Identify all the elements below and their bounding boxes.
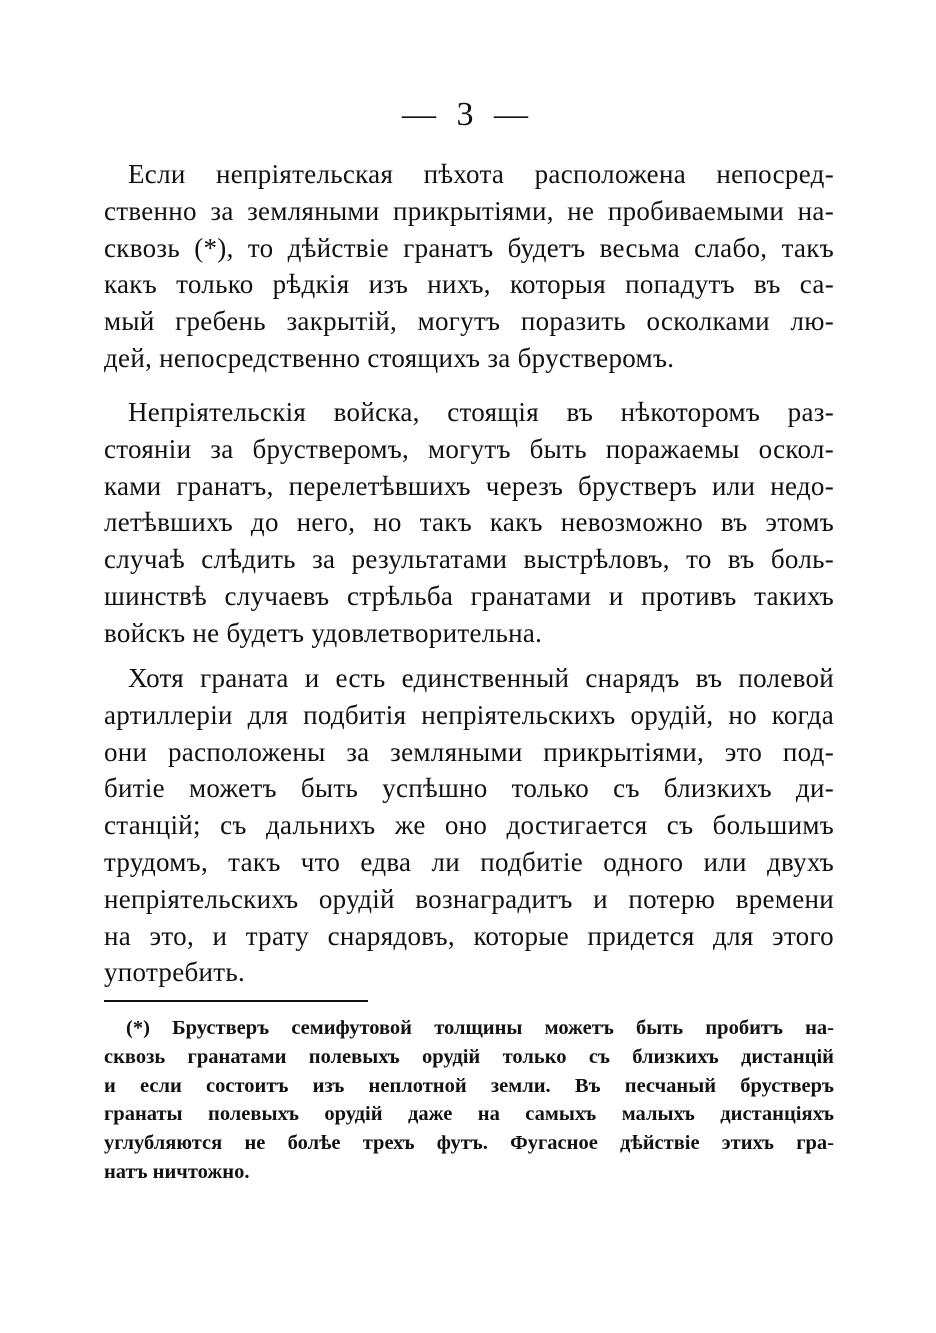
text-line: ственно за земляными прикрытіями, не пробиваемыми на- xyxy=(104,195,834,226)
paragraph-3 xyxy=(104,660,834,991)
text-line: шинствѣ случаевъ стрѣльба гранатами и противъ такихъ xyxy=(104,580,834,611)
text-line: Хотя граната и есть единственный снарядъ въ полевой xyxy=(128,663,834,693)
text-line: трудомъ, такъ что едва ли подбитіе одного или двухъ xyxy=(104,846,834,877)
text-line: на это, и трату снарядовъ, которые придется для этого xyxy=(104,920,834,951)
footnote-line: сквозь гранатами полевыхъ орудій только съ близкихъ дистанцій xyxy=(104,1045,834,1068)
text-line: артиллеріи для подбитія непріятельскихъ орудій, но когда xyxy=(104,699,834,730)
footnote-line: углубляются не болѣе трехъ футъ. Фугасное дѣйствіе этихъ гра- xyxy=(104,1132,834,1155)
footnote-line: (*) Брустверъ семифутовой толщины можетъ быть пробитъ на- xyxy=(126,1017,834,1039)
text-line: употребить. xyxy=(104,957,246,988)
text-line: стояніи за брустверомъ, могутъ быть поражаемы оскол- xyxy=(104,433,834,464)
text-line: битіе можетъ быть успѣшно только съ близкихъ ди- xyxy=(104,773,834,804)
text-line: войскъ не будетъ удовлетворительна. xyxy=(104,617,543,648)
footnote-line: гранаты полевыхъ орудій даже на самыхъ малыхъ дистанціяхъ xyxy=(104,1103,834,1126)
text-line: непріятельскихъ орудій вознаградитъ и потерю времени xyxy=(104,883,834,914)
text-line: они расположены за земляными прикрытіями, это под- xyxy=(104,736,834,767)
text-line: станцій; съ дальнихъ же оно достигается съ большимъ xyxy=(104,810,834,841)
footnote xyxy=(104,1014,834,1187)
paragraph-2 xyxy=(104,394,834,652)
page-number: — 3 — xyxy=(402,96,534,133)
text-line: ками гранатъ, перелетѣвшихъ черезъ брустверъ или недо- xyxy=(104,470,834,501)
text-line: мый гребень закрытій, могутъ поразить осколками лю- xyxy=(104,306,834,337)
footnote-line: натъ ничтожно. xyxy=(104,1160,250,1183)
text-line: летѣвшихъ до него, но такъ какъ невозможно въ этомъ xyxy=(104,507,834,538)
text-line: сквозь (*), то дѣйствіе гранатъ будетъ весьма слабо, такъ xyxy=(104,232,834,263)
footnote-divider xyxy=(104,1000,368,1002)
text-line: случаѣ слѣдить за результатами выстрѣловъ, то въ боль- xyxy=(104,544,834,575)
footnote-line: и если состоитъ изъ неплотной земли. Въ песчаный брустверъ xyxy=(104,1074,834,1097)
text-line: Если непріятельская пѣхота расположена непосред- xyxy=(128,159,834,189)
text-line: дей, непосредственно стоящихъ за брустверомъ. xyxy=(104,342,675,373)
text-line: какъ только рѣдкія изъ нихъ, которыя попадутъ въ са- xyxy=(104,269,834,300)
text-line: Непріятельскія войска, стоящія въ нѣкоторомъ раз- xyxy=(128,397,834,427)
paragraph-1 xyxy=(104,156,834,377)
